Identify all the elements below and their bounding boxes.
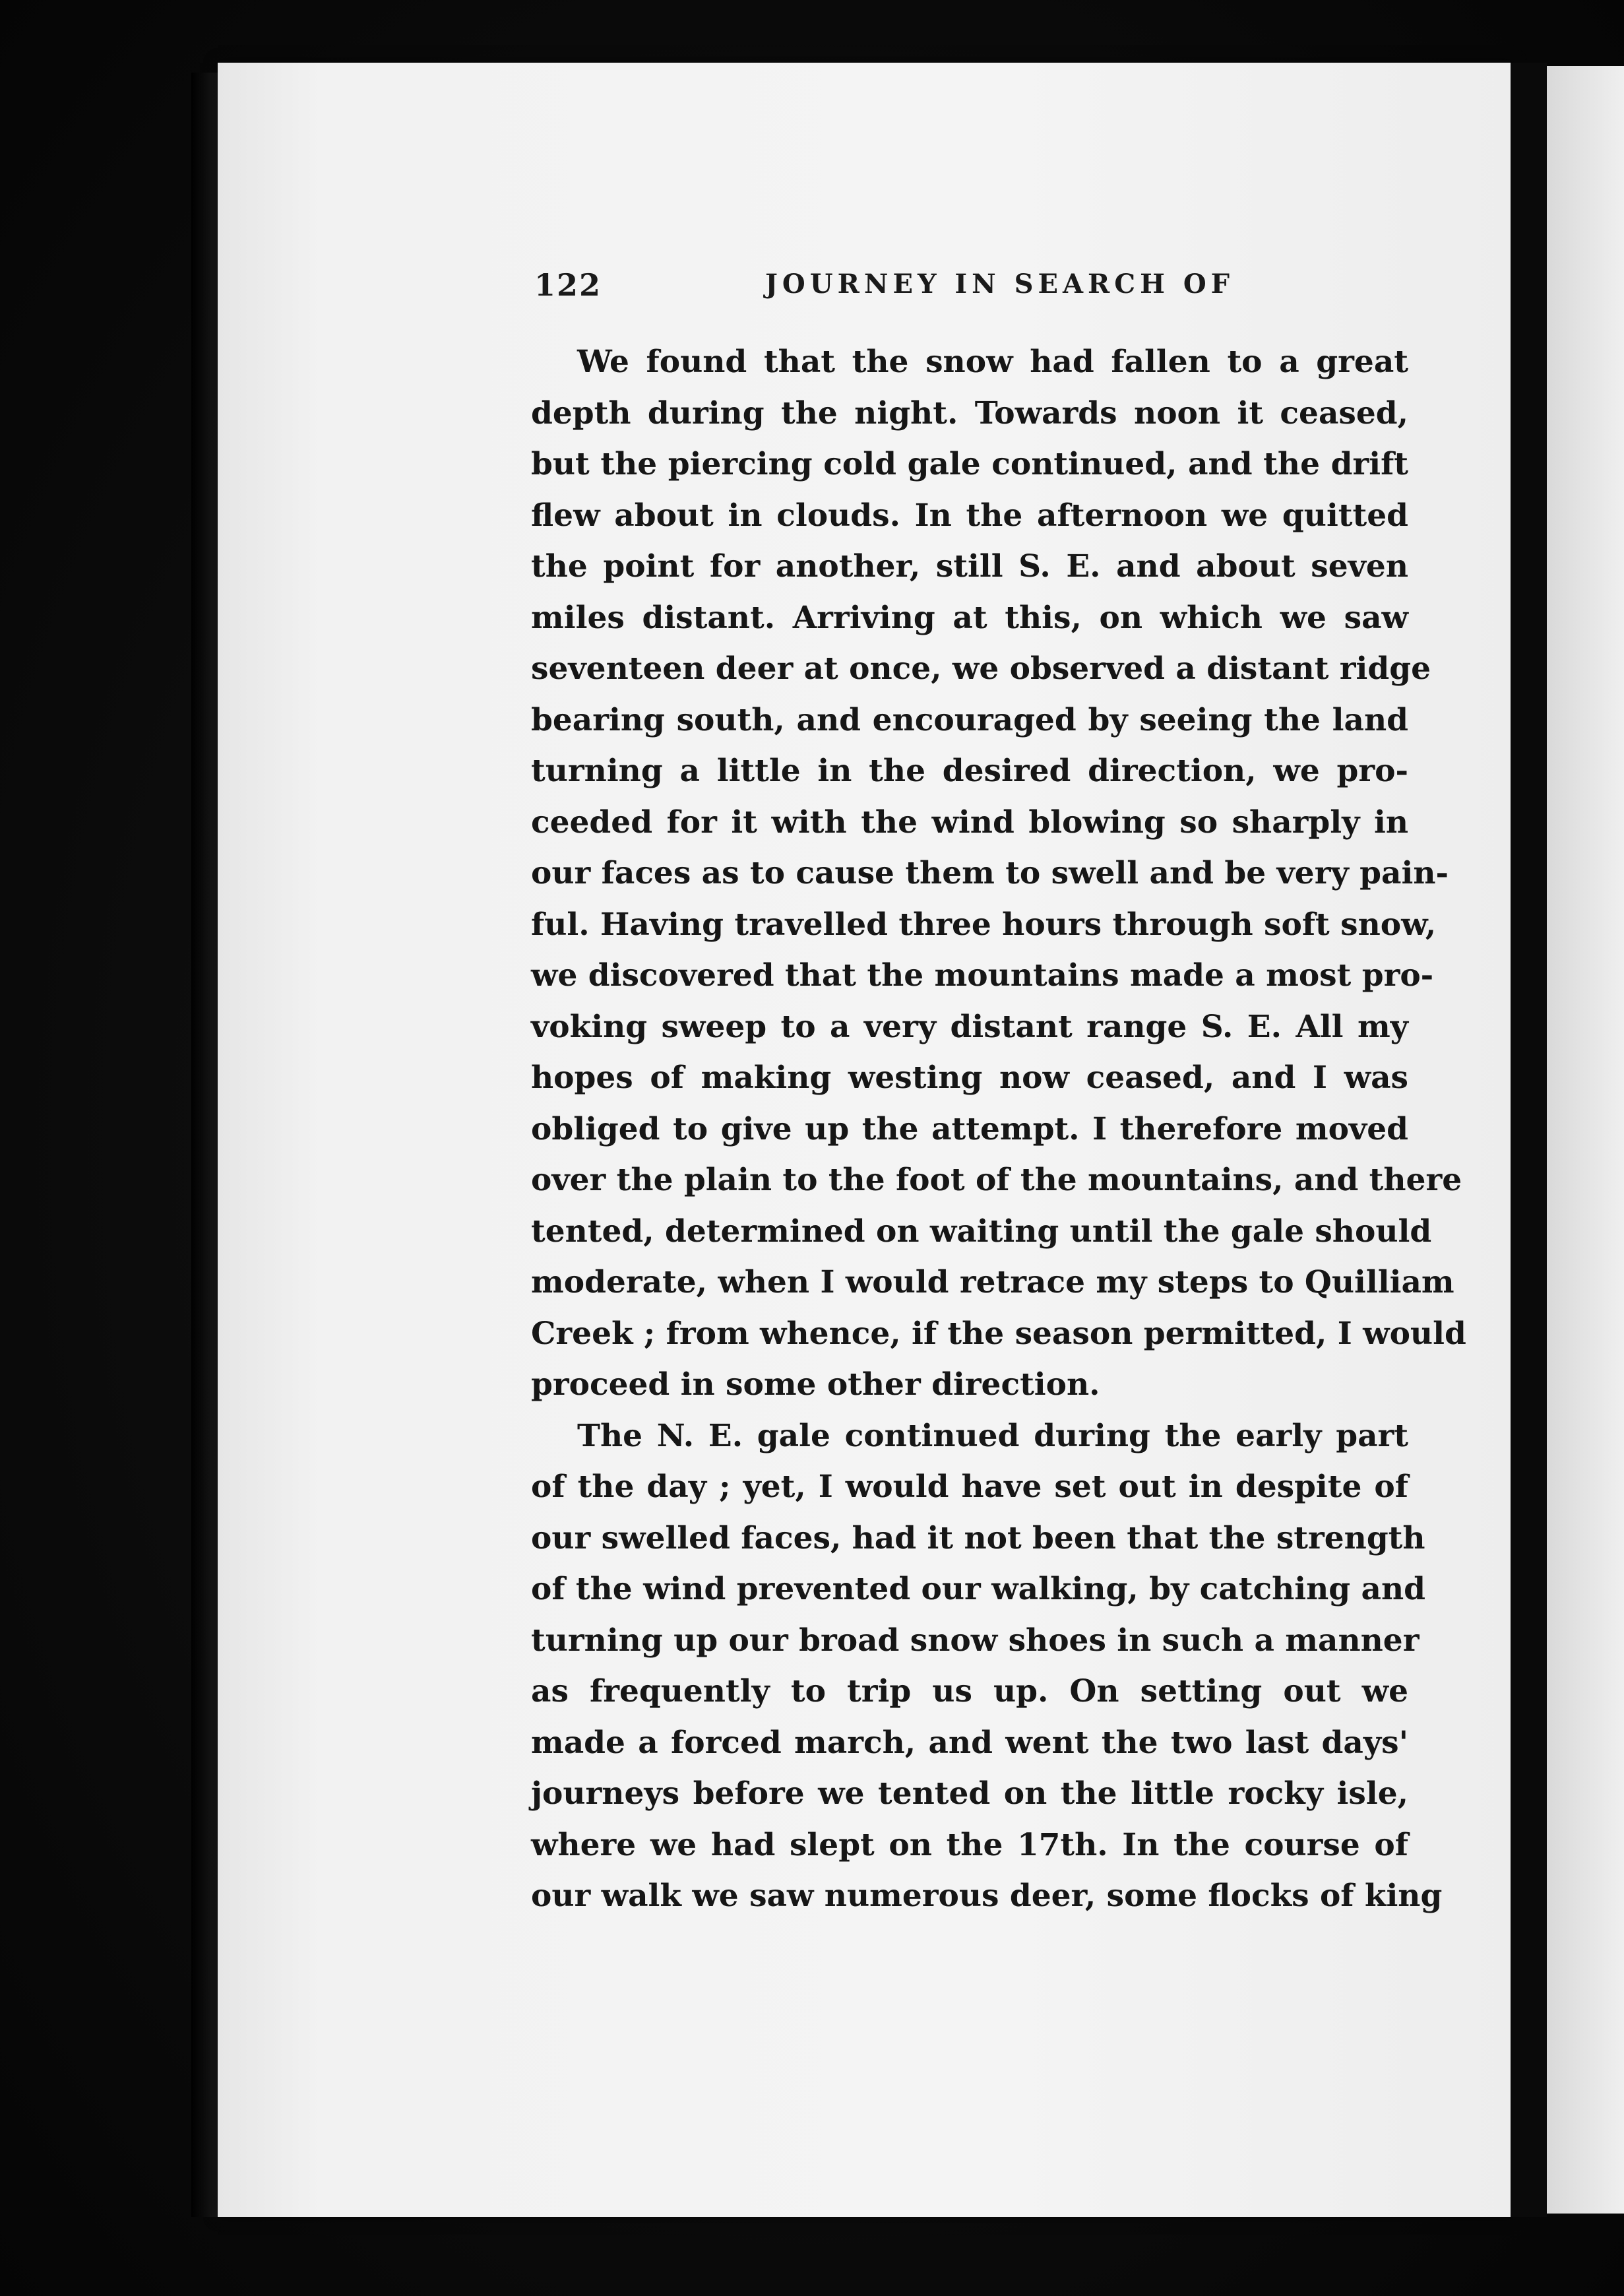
- text-line: flew about in clouds. In the afternoon we quitted: [531, 497, 1408, 534]
- text-line: The N. E. gale continued during the early part: [577, 1417, 1408, 1454]
- text-line: depth during the night. Towards noon it ceased,: [531, 395, 1408, 431]
- text-line: the point for another, still S. E. and about seven: [531, 548, 1408, 585]
- binding-strip: [1511, 63, 1547, 2217]
- text-line: We found that the snow had fallen to a great: [577, 344, 1408, 380]
- text-line: turning a little in the desired direction, we pro-: [531, 753, 1408, 789]
- text-line: obliged to give up the attempt. I therefore moved: [531, 1110, 1408, 1147]
- text-line: journeys before we tented on the little rocky isle,: [531, 1775, 1408, 1812]
- text-line: proceed in some other direction.: [531, 1366, 1100, 1403]
- text-line: made a forced march, and went the two last days': [531, 1724, 1408, 1761]
- text-line: voking sweep to a very distant range S. E. All my: [531, 1008, 1408, 1045]
- text-line: tented, determined on waiting until the gale should: [531, 1213, 1432, 1250]
- text-line: as frequently to trip us up. On setting out we: [531, 1673, 1408, 1709]
- text-line: Creek ; from whence, if the season permitted, I would: [531, 1315, 1466, 1352]
- body-text: [531, 336, 1466, 1922]
- running-head: JOURNEY IN SEARCH OF: [765, 269, 1235, 300]
- text-line: miles distant. Arriving at this, on which we saw: [531, 599, 1408, 636]
- text-line: turning up our broad snow shoes in such a manner: [531, 1622, 1420, 1659]
- text-line: of the wind prevented our walking, by catching and: [531, 1571, 1425, 1607]
- text-line: but the piercing cold gale continued, and the drift: [531, 446, 1408, 482]
- text-line: ceeded for it with the wind blowing so sharply in: [531, 804, 1408, 841]
- text-line: over the plain to the foot of the mountains, and there: [531, 1162, 1462, 1198]
- text-line: our faces as to cause them to swell and be very pain-: [531, 855, 1449, 891]
- text-line: where we had slept on the 17th. In the course of: [531, 1826, 1408, 1863]
- text-line: of the day ; yet, I would have set out in despite of: [531, 1469, 1408, 1505]
- text-line: moderate, when I would retrace my steps to Quilliam: [531, 1264, 1454, 1300]
- page-header: [534, 267, 1412, 313]
- text-line: seventeen deer at once, we observed a distant ridge: [531, 651, 1431, 687]
- text-line: our swelled faces, had it not been that the strength: [531, 1519, 1425, 1556]
- page-number: 122: [534, 267, 602, 303]
- next-page-edge: [1547, 66, 1624, 2214]
- text-line: hopes of making westing now ceased, and I was: [531, 1060, 1408, 1096]
- text-line: our walk we saw numerous deer, some flocks of king: [531, 1878, 1443, 1914]
- text-line: ful. Having travelled three hours through soft snow,: [531, 906, 1437, 943]
- text-line: we discovered that the mountains made a most pro-: [531, 957, 1434, 994]
- text-line: bearing south, and encouraged by seeing the land: [531, 701, 1408, 738]
